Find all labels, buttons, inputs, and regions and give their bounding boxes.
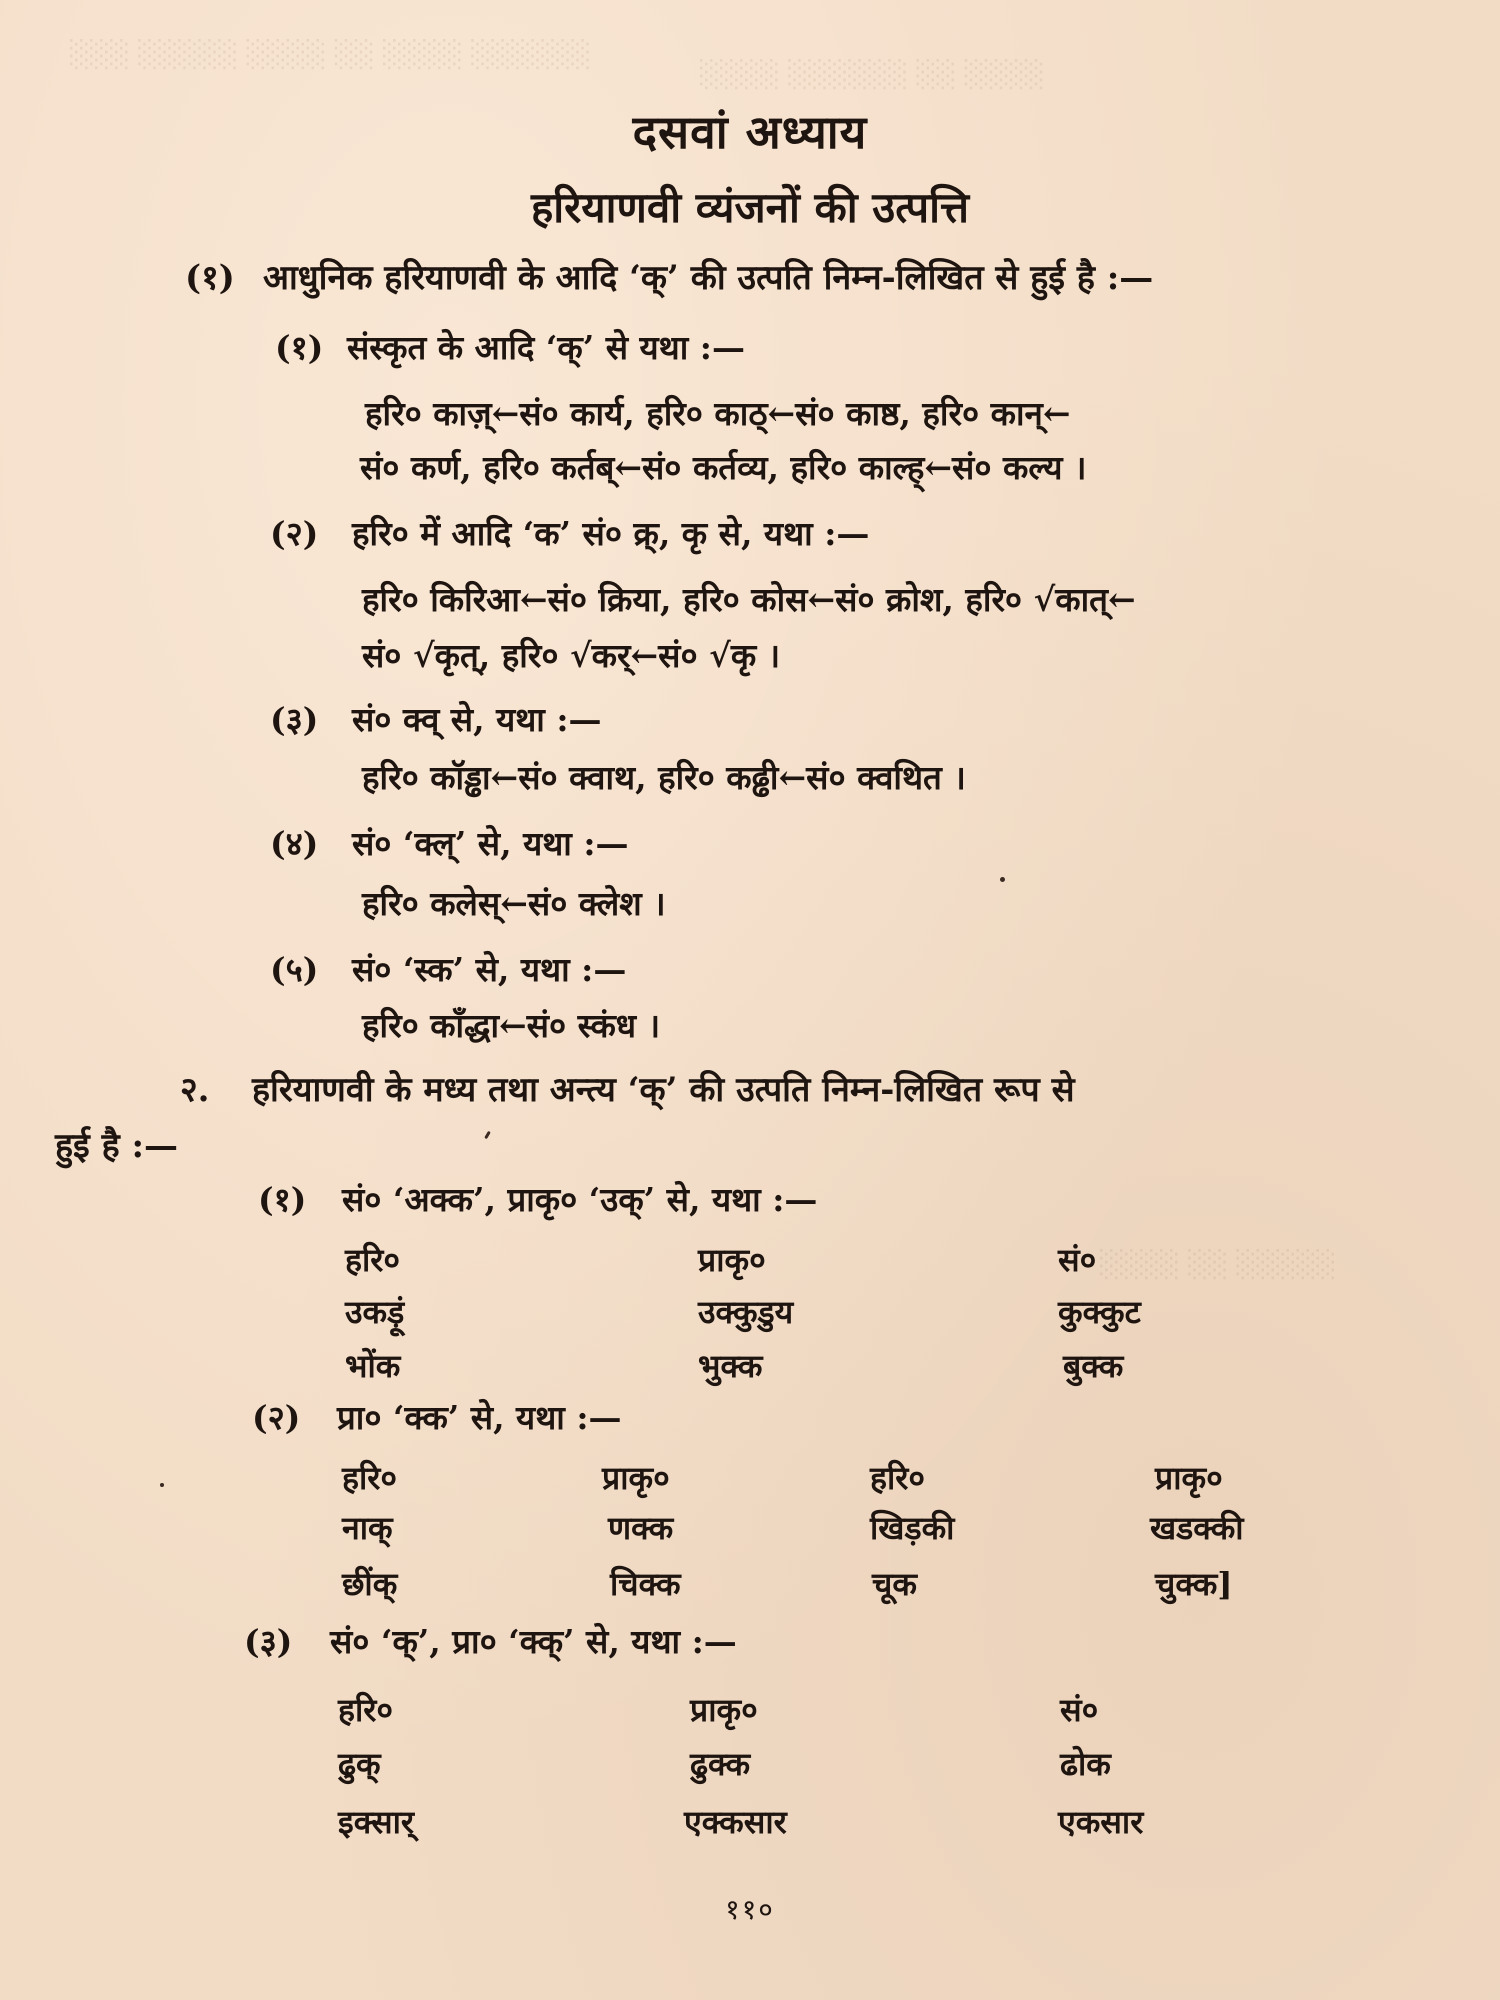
sub-2-heading-text: प्रा० ‘क्क’ से, यथा :— (337, 1398, 622, 1437)
sub-2-row-1-col-4: खडक्की (1150, 1509, 1244, 1547)
item-5-example-line-1: हरि० काँद्धा←सं० स्कंध । (362, 1006, 661, 1045)
sub-1-row-2-prakrit: भुक्क (698, 1347, 763, 1385)
item-2-example-line-2: सं० √कृत्, हरि० √कर्←सं० √कृ । (362, 636, 781, 675)
item-5-number: (५) (270, 950, 319, 989)
sub-3-row-1-hari: ढुक् (338, 1745, 381, 1783)
sub-3-heading (244, 1622, 737, 1662)
sub-1-heading-text: सं० ‘अक्क’, प्राकृ० ‘उक्’ से, यथा :— (342, 1180, 818, 1219)
sub-2-header-prakrit-2: प्राकृ० (1155, 1459, 1223, 1497)
item-4-heading (270, 824, 629, 864)
sub-2-row-2-col-2: चिक्क (610, 1565, 681, 1603)
sub-2-row-1-col-1: नाक् (342, 1509, 393, 1547)
sub-1-row-1-hari: उकड़ूं (345, 1293, 405, 1331)
item-3-number: (३) (270, 700, 319, 739)
item-1-heading-text: संस्कृत के आदि ‘क्’ से यथा :— (347, 328, 745, 367)
chapter-subtitle: हरियाणवी व्यंजनों की उत्पत्ति (530, 183, 970, 232)
sub-2-row-2-col-3: चूक (872, 1565, 917, 1603)
sub-2-header-hari-2: हरि० (870, 1459, 926, 1497)
show-through-text: ░░░ ░░░░░ ░░░░ ░░ ░░░░ ░░░░░░ (70, 40, 592, 70)
item-2-heading (270, 514, 869, 554)
item-4-example-line-1: हरि० कलेस्←सं० क्लेश । (362, 884, 666, 923)
item-5-heading-text: सं० ‘स्क’ से, यथा :— (352, 950, 627, 989)
sub-3-row-2-prakrit: एक्कसार (684, 1803, 787, 1841)
print-speck (1000, 877, 1005, 882)
sub-1-row-1-prakrit: उक्कुडुय (698, 1293, 794, 1331)
print-speck (160, 1483, 164, 1487)
sub-2-header-hari-1: हरि० (342, 1459, 398, 1497)
sub-3-row-2-hari: इक्सार् (338, 1803, 414, 1841)
sub-1-row-1-sanskrit: कुक्कुट (1058, 1293, 1141, 1331)
sub-1-row-2-hari: भोंक (345, 1347, 401, 1385)
sub-1-header-prakrit: प्राकृ० (698, 1241, 766, 1279)
sub-2-row-1-col-2: णक्क (608, 1509, 674, 1547)
item-2-number: (२) (270, 514, 319, 553)
sub-1-header-sanskrit: सं० (1058, 1241, 1097, 1279)
item-1-example-line-2: सं० कर्ण, हरि० कर्तब्←सं० कर्तव्य, हरि० काल्ह्←सं० कल्य । (360, 448, 1087, 487)
section-2-heading-text: हरियाणवी के मध्य तथा अन्त्य ‘क्’ की उत्पति निम्न-लिखित रूप से (252, 1070, 1075, 1110)
sub-3-row-2-sanskrit: एकसार (1058, 1803, 1144, 1841)
item-2-example-line-1: हरि० किरिआ←सं० क्रिया, हरि० कोस←सं० क्रोश, हरि० √कात्← (362, 580, 1136, 619)
page-number: ११० (725, 1893, 775, 1926)
section-1-number: (१) (185, 258, 235, 298)
chapter-title: दसवां अध्याय (632, 105, 868, 159)
sub-3-header-prakrit: प्राकृ० (690, 1691, 758, 1729)
sub-2-number: (२) (252, 1398, 301, 1437)
item-4-heading-text: सं० ‘क्ल्’ से, यथा :— (352, 824, 629, 863)
item-1-number: (१) (275, 328, 324, 367)
sub-1-number: (१) (258, 1180, 307, 1219)
show-through-text: ░░░░ ░░ ░░░░░ (1100, 1250, 1337, 1280)
show-through-text: ░░░░ ░░░░░░ ░░ ░░░░ (700, 60, 1045, 90)
sub-3-header-sanskrit: सं० (1060, 1691, 1099, 1729)
item-3-heading-text: सं० क्व् से, यथा :— (352, 700, 602, 739)
section-1-heading-text: आधुनिक हरियाणवी के आदि ‘क्’ की उत्पति निम्न-लिखित से हुई है :— (263, 258, 1154, 298)
item-1-heading (275, 328, 745, 368)
sub-1-header-hari: हरि० (345, 1241, 401, 1279)
sub-3-heading-text: सं० ‘क्’, प्रा० ‘क्क्’ से, यथा :— (330, 1622, 737, 1661)
section-1-heading (185, 258, 1153, 299)
sub-2-header-prakrit-1: प्राकृ० (602, 1459, 670, 1497)
sub-2-row-1-col-3: खिड़की (870, 1509, 955, 1547)
sub-2-heading (252, 1398, 622, 1438)
sub-3-number: (३) (244, 1622, 293, 1661)
sub-2-row-2-col-1: छींक् (342, 1565, 398, 1603)
sub-2-row-2-col-4: चुक्क] (1155, 1565, 1233, 1603)
section-2-heading-line-1 (180, 1070, 1075, 1111)
sub-1-heading (258, 1180, 817, 1220)
item-4-number: (४) (270, 824, 319, 863)
item-5-heading (270, 950, 626, 990)
sub-3-row-1-sanskrit: ढोक (1060, 1745, 1111, 1783)
item-3-heading (270, 700, 602, 740)
section-2-number: २. (180, 1070, 210, 1110)
section-2-heading-line-2: हुई है :— (55, 1126, 179, 1166)
sub-3-row-1-prakrit: ढुक्क (690, 1745, 751, 1783)
print-speck (484, 1131, 491, 1139)
sub-3-header-hari: हरि० (338, 1691, 394, 1729)
item-3-example-line-1: हरि० कॉड्ढा←सं० क्वाथ, हरि० कढ्ढी←सं० क्वथित । (362, 758, 966, 797)
sub-1-row-2-sanskrit: बुक्क (1063, 1347, 1124, 1385)
item-1-example-line-1: हरि० काज़्←सं० कार्य, हरि० काठ्←सं० काष्ठ, हरि० कान्← (365, 394, 1071, 433)
item-2-heading-text: हरि० में आदि ‘क’ सं० क्र्, कृ से, यथा :— (352, 514, 870, 553)
